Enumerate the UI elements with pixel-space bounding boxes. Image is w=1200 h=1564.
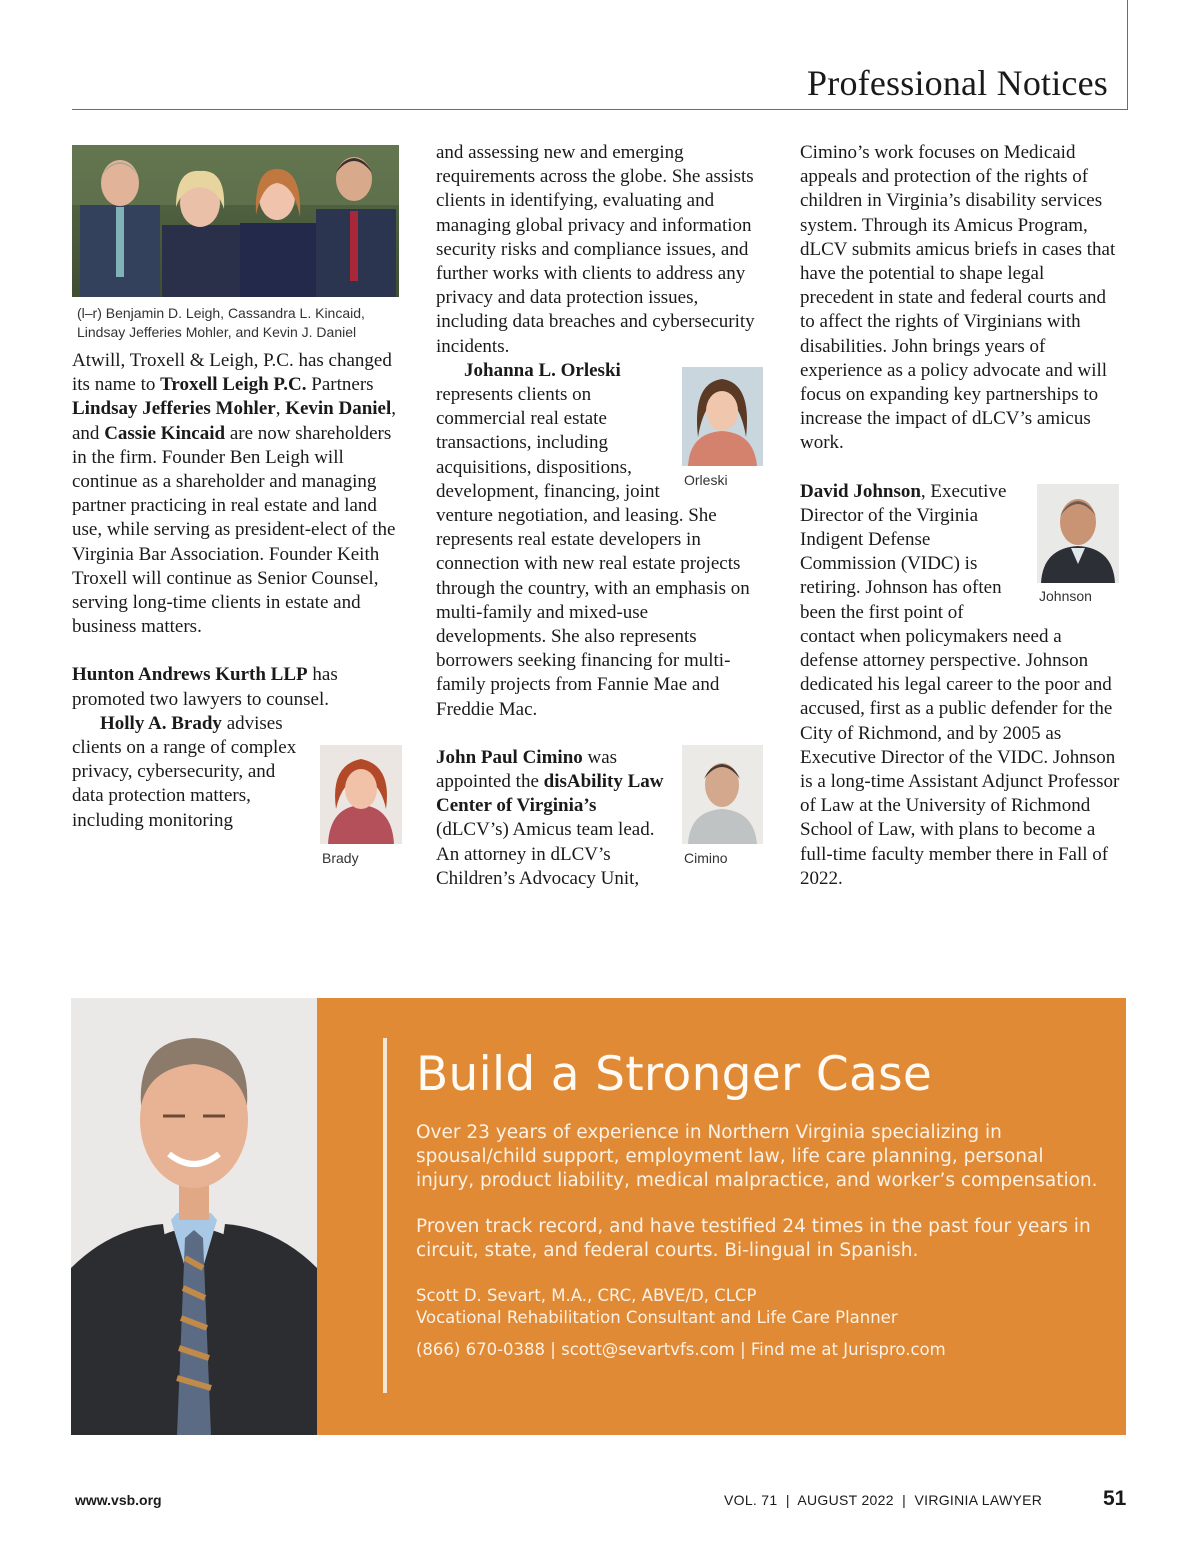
firm-name: Hunton Andrews Kurth LLP [72,664,308,686]
cimino-caption: Cimino [684,850,728,866]
person-name: Johanna L. Orleski [464,359,621,381]
cimino-text: (dLCV’s) Amicus team lead. An attorney in dLCV’s Children’s Advocacy Unit, [436,819,655,889]
ad-name: Scott D. Sevart, M.A., CRC, ABVE/D, CLCP [416,1286,757,1305]
orleski-photo [682,367,763,466]
ad-headline: Build a Stronger Case [416,1047,933,1102]
cimino-text: was appointed the [436,746,618,793]
person-name: Cassie Kincaid [104,422,226,444]
ad-experience-text: Over 23 years of experience in Northern Virginia specializing in spousal/child support, employment law, life care planning, personal injury, product liability, medical malpractice, and worker’s compensation. [416,1122,1098,1191]
johnson-text: , Executive Director of the Virginia Indigent Defense Commission (VIDC) is retiring. Johnson has often been the first point of contact when policymakers need a defense attorney perspective. Johnson dedicated his legal career to the poor and accused, first as a public defender for the City of Richmond, and by 2005 as Executive Director of the VIDC. Johnson is a long-time Assistant Adjunct Professor of Law at the University of Richmond School of Law, with plans to become a full-time faculty member there in Fall of 2022. [800,480,1120,889]
hunton-notice [72,663,402,711]
group-photo [72,145,399,297]
group-photo-image [72,145,399,297]
cimino-continued: Cimino’s work focuses on Medicaid appeals and protection of the rights of children in Virginia’s disability services system. Through its Amicus Program, dLCV submits amicus briefs in cases that have the potential to shape legal precedent in state and federal courts and to affect the rights of Virginians with disabilities. John brings years of experience as a policy advocate and will focus on expanding key partnerships to increase the impact of dLCV’s amicus work. [800,142,1116,454]
footer-url: www.vsb.org [75,1492,162,1508]
section-header [72,0,1128,110]
brady-photo-image [320,745,402,844]
person-name: Holly A. Brady [100,712,222,734]
person-name: David Johnson [800,480,921,502]
ad-track-record-text: Proven track record, and have testified 24 times in the past four years in circuit, state, and federal courts. Bi-lingual in Spanish. [416,1216,1091,1261]
ad-contact: (866) 670-0388 | scott@sevartvfs.com | Find me at Jurispro.com [416,1340,946,1359]
advertisement [71,998,1126,1435]
troxell-text: are now shareholders in the firm. Founder Ben Leigh will continue as a shareholder and managing partner practicing in real estate and land use, while serving as president-elect of the Virginia Bar Association. Founder Keith Troxell will continue as Senior Counsel, serving long-time clients in estate and business matters. [72,422,396,638]
hunton-text: has promoted two lawyers to counsel. [72,664,338,710]
person-name: John Paul Cimino [436,746,583,768]
brady-caption: Brady [322,850,359,866]
brady-text: advises clients on a range of complex privacy, cybersecurity, and data protection matters, including monitoring [72,712,297,831]
paragraph-gap [72,639,402,663]
ad-role: Vocational Rehabilitation Consultant and Life Care Planner [416,1308,898,1327]
troxell-notice [72,349,402,639]
troxell-text: Partners [306,374,374,396]
orleski-text: represents clients on commercial real estate transactions, including acquisitions, dispositions, development, financing, joint venture negotiation, and leasing. She represents real estate developers in connection with new real estate projects through the country, with an emphasis on multi-family and mixed-use developments. She also represents borrowers seeking financing for multi-family projects from Fannie Mae and Freddie Mac. [436,384,750,720]
org-name: disAbility Law Center of Virginia’s [436,771,664,817]
ad-portrait [71,998,317,1435]
footer-issue: VOL. 71 | AUGUST 2022 | VIRGINIA LAWYER [724,1492,1043,1508]
troxell-text: , and [72,398,397,444]
ad-portrait-image [71,998,317,1435]
johnson-photo-image [1037,484,1119,583]
paragraph-gap [800,456,1122,480]
ad-divider [383,1038,387,1393]
firm-name: Troxell Leigh P.C. [160,374,307,396]
orleski-caption: Orleski [684,472,728,488]
cimino-photo-image [682,745,763,844]
brady-photo [320,745,402,844]
section-title: Professional Notices [807,63,1108,103]
johnson-caption: Johnson [1039,588,1092,604]
person-name: Kevin Daniel [285,398,392,420]
johnson-photo [1037,484,1119,583]
troxell-text: Atwill, Troxell & Leigh, P.C. has changed its name to [72,350,392,396]
brady-continued: and assessing new and emerging requirements across the globe. She assists clients in identifying, evaluating and managing global privacy and information security risks and compliance issues, and further works with clients to address any privacy and data protection issues, including data breaches and cybersecurity incidents. [436,142,755,357]
ad-text-block [416,1043,1106,1361]
group-photo-caption: (l–r) Benjamin D. Leigh, Cassandra L. Kincaid, Lindsay Jefferies Mohler, and Kevin J. Daniel [77,305,365,340]
troxell-text: , [275,398,286,420]
paragraph-gap [436,722,756,746]
orleski-photo-image [682,367,763,466]
page-number: 51 [1103,1487,1127,1510]
cimino-photo [682,745,763,844]
brady-notice [72,712,490,833]
header-divider [1127,0,1128,110]
person-name: Lindsay Jefferies Mohler [72,398,276,420]
